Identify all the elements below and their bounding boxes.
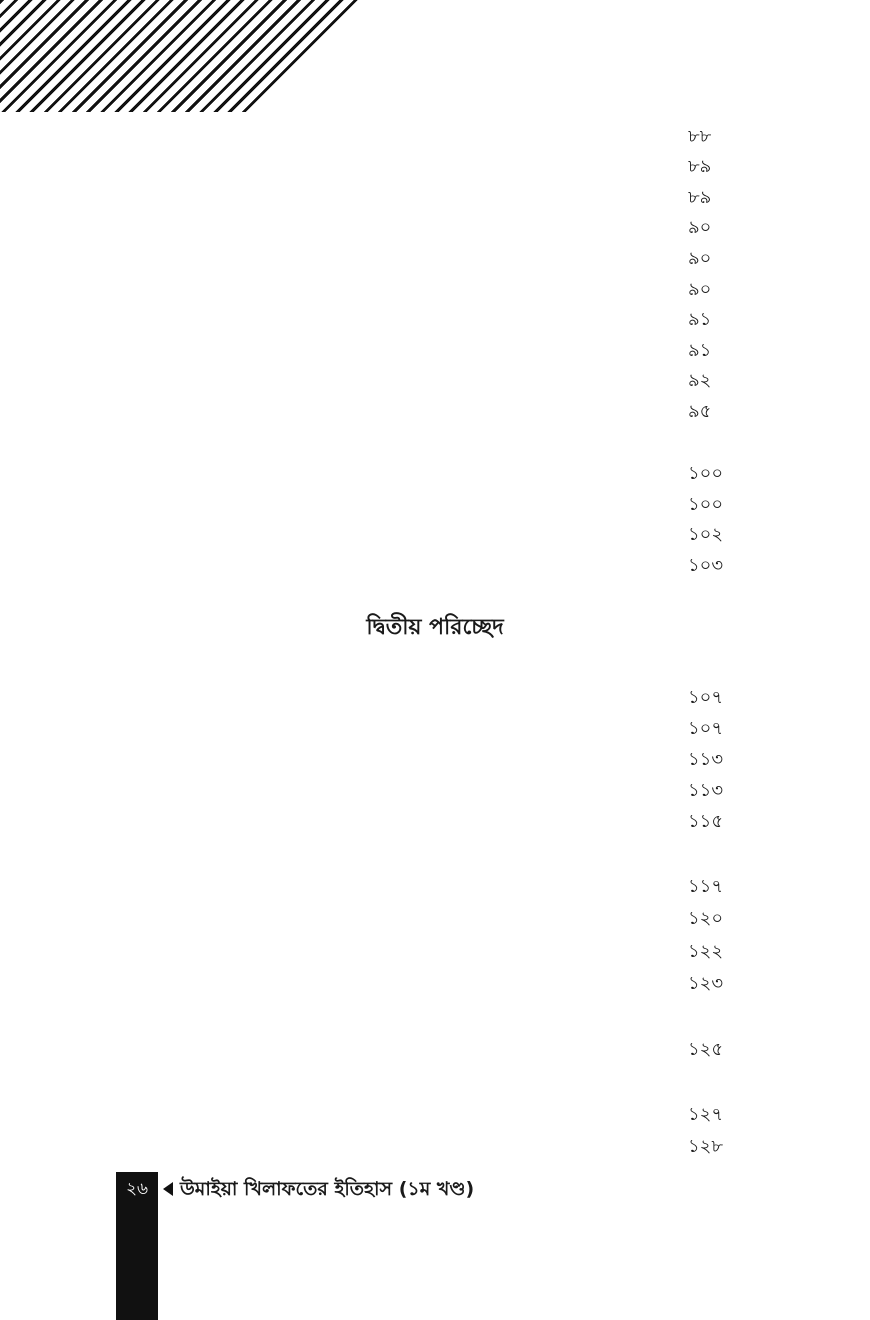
toc-entry-page: ১২০ <box>688 908 724 929</box>
toc-entry-page: ১২৩ <box>688 973 724 994</box>
toc-entry-page: ৯১ <box>688 340 712 361</box>
toc-entry-page: ১০৭ <box>688 718 724 739</box>
toc-entry-page: ৮৯ <box>688 156 712 177</box>
triangle-left-icon <box>163 1182 173 1196</box>
toc-entry-page: ১২৮ <box>688 1136 724 1157</box>
toc-entry-page: ১০০ <box>688 463 724 484</box>
toc-entry-page: ৯০ <box>688 248 712 269</box>
toc-entry-page <box>688 1002 738 1032</box>
toc-entry-page: ৮৮ <box>688 126 712 147</box>
toc-entry-page: ৯৫ <box>688 401 712 422</box>
toc-entry-page: ১১৫ <box>688 811 724 832</box>
section-heading: দ্বিতীয় পরিচ্ছেদ <box>366 615 504 640</box>
toc-entry-page: ১০২ <box>688 524 724 545</box>
toc-entry-page: ১১৩ <box>688 749 724 770</box>
footer-book-title: উমাইয়া খিলাফতের ইতিহাস (১ম খণ্ড) <box>180 1178 475 1200</box>
toc-entry-page <box>688 652 738 682</box>
toc-entry-page: ১২৫ <box>688 1039 724 1060</box>
toc-entry-page: ১২৭ <box>688 1104 724 1125</box>
toc-entry-page <box>688 840 738 870</box>
footer-page-number: ২৬ <box>125 1179 149 1199</box>
toc-entry-page: ১০০ <box>688 494 724 515</box>
toc-entry-page: ৯০ <box>688 279 712 300</box>
toc-entry-page: ৯১ <box>688 309 712 330</box>
toc-entry-page <box>688 1067 738 1097</box>
decorative-hatch-corner <box>0 0 360 112</box>
toc-entry-page: ১২২ <box>688 941 724 962</box>
toc-entry-page: ১১৭ <box>688 876 724 897</box>
toc-entry-page: ৯০ <box>688 217 712 238</box>
toc-entry-page: ১০৩ <box>688 555 724 576</box>
toc-entry-page: ৮৯ <box>688 187 712 208</box>
toc-entry-page: ১০৭ <box>688 687 724 708</box>
toc-entry-page <box>688 428 738 458</box>
toc-entry-page: ১১৩ <box>688 780 724 801</box>
toc-entry-page: ৯২ <box>688 370 712 391</box>
